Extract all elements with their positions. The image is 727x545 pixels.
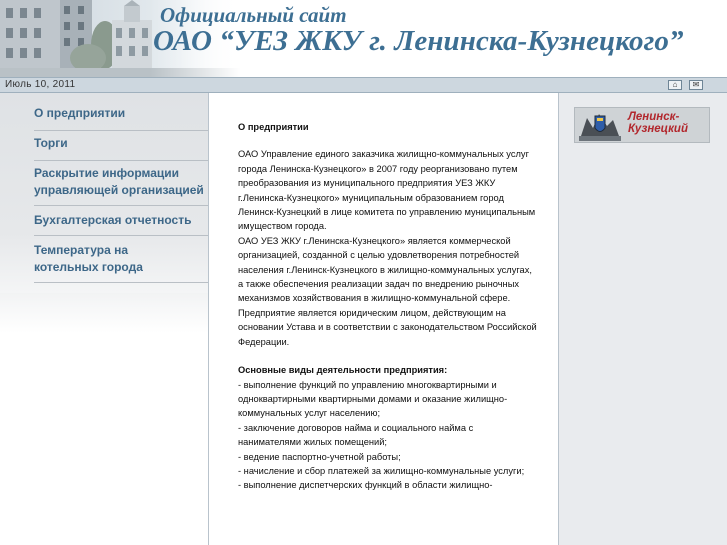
activities-heading: Основные виды деятельности предприятия: [238, 365, 448, 376]
sidebar-item-label: Раскрытие информации [34, 166, 180, 180]
city-logo-banner[interactable] [574, 107, 710, 143]
page-title: О предприятии [238, 122, 309, 132]
sidebar-item-accounting[interactable] [34, 212, 208, 236]
sidebar-item-temperature[interactable] [34, 242, 208, 283]
sidebar-item-label: О предприятии [34, 106, 126, 120]
article [238, 120, 538, 493]
sidebar-item-label: котельных города [34, 260, 143, 274]
logo-text-line2: Кузнецкий [628, 123, 688, 135]
sidebar-item-label: Бухгалтерская отчетность [34, 213, 192, 227]
sidebar-item-label: Температура на [34, 243, 129, 257]
sidebar-item-disclosure[interactable] [34, 165, 208, 206]
sidebar-fade [0, 293, 208, 333]
article-paragraph: ОАО Управление единого заказчика жилищно-коммунальных услуг города Ленинска-Кузнецкого» в 2007 году реорганизовано путем преобразования из муниципального предприятия УЕЗ ЖКУ г.Ленинска-Кузнецкого» муниципальным образованием город Ленинск-Кузнецкий в лице комитета по управлению муниципальным имуществом города. [238, 149, 536, 232]
activity-item: - начисление и сбор платежей за жилищно-коммунальные услуги; [238, 465, 525, 476]
site-title-line2: ОАО “УЕЗ ЖКУ г. Ленинска-Кузнецкого” [153, 25, 684, 57]
article-paragraph: Предприятие является юридическим лицом, действующим на основании Устава и в соответствии с законодательством Российской Федерации. [238, 307, 537, 347]
current-date: Июль 10, 2011 [5, 79, 76, 90]
site-title-line1: Официальный сайт [160, 3, 347, 27]
article-paragraph: ОАО УЕЗ ЖКУ г.Ленинска-Кузнецкого» является коммерческой организацией, созданной с целью удовлетворения потребностей населения г.Ленинск-Кузнецкого в жилищно-коммунальных услугах, а также обеспечения реализации задач по внедрению рыночных механизмов хозяйствования в жилищно-коммунальной сфере. [238, 235, 532, 304]
sidebar-nav [0, 93, 208, 293]
main-content [209, 93, 558, 545]
site-header [0, 0, 727, 77]
activity-item: - выполнение функций по управлению многоквартирными и одноквартирными квартирными домами и оказание жилищно-коммунальных услуг населению; [238, 379, 508, 419]
logo-text-line1: Ленинск- [628, 111, 680, 123]
activity-item: - ведение паспортно-учетной работы; [238, 451, 401, 462]
sidebar-item-label: управляющей организацией [34, 183, 204, 197]
date-bar [0, 77, 727, 93]
activity-item: - заключение договоров найма и социального найма с нанимателями жилых помещений; [238, 422, 474, 448]
logo-text [628, 111, 688, 135]
sidebar-item-label: Торги [34, 136, 68, 150]
activity-item: - выполнение диспетчерских функций в области жилищно- [238, 480, 493, 491]
coat-of-arms-icon [579, 110, 621, 141]
home-icon[interactable]: ⌂ [668, 80, 682, 90]
mail-icon[interactable]: ✉ [689, 80, 703, 90]
right-panel [559, 93, 727, 545]
sidebar-item-tenders[interactable] [34, 135, 208, 161]
sidebar-item-about[interactable] [34, 105, 208, 131]
